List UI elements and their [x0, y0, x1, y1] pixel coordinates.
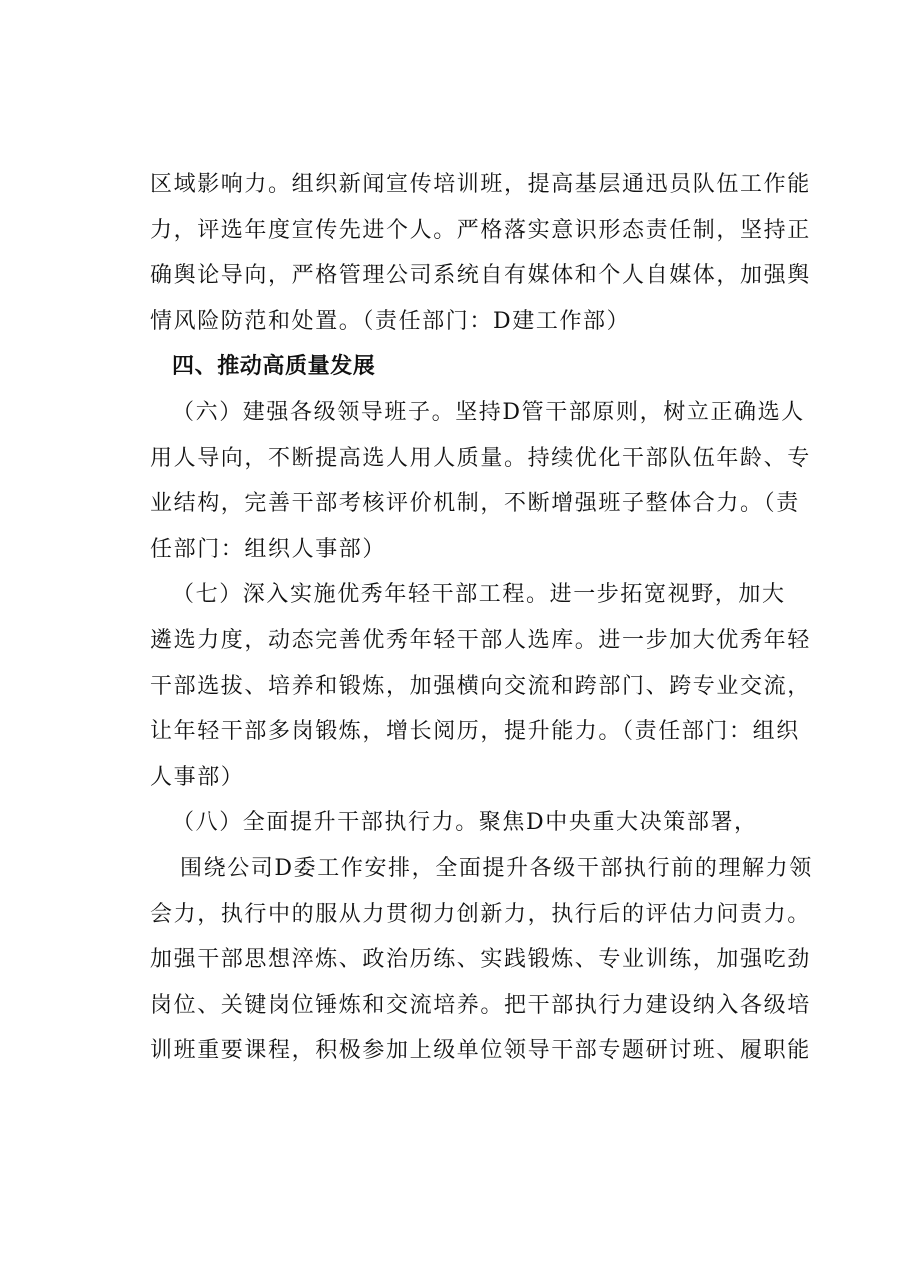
paragraph-line: 任部门：组织人事部）: [150, 536, 387, 562]
paragraph-line: 力，评选年度宣传先进个人。严格落实意识形态责任制，坚持正: [150, 217, 811, 243]
paragraph-line: 加强干部思想淬炼、政治历练、实践锻炼、专业训练，加强吃劲: [150, 947, 811, 973]
document-body: [150, 162, 830, 1074]
paragraph-line: 干部选拔、培养和锻炼，加强横向交流和跨部门、跨专业交流，: [150, 673, 811, 699]
paragraph-line: 让年轻干部多岗锻炼，增长阅历，提升能力。（责任部门：组织: [150, 719, 800, 745]
paragraph-line: 情风险防范和处置。（责任部门：D建工作部）: [150, 308, 631, 334]
paragraph-line: 训班重要课程，积极参加上级单位领导干部专题研讨班、履职能: [150, 1038, 811, 1064]
section-heading: 四、推动高质量发展: [172, 354, 376, 380]
paragraph-line: 遴选力度，动态完善优秀年轻干部人选库。进一步加大优秀年轻: [150, 627, 811, 653]
paragraph-line: 用人导向，不断提高选人用人质量。持续优化干部队伍年龄、专: [150, 445, 811, 471]
paragraph-line: 围绕公司D委工作安排，全面提升各级干部执行前的理解力领: [180, 855, 813, 881]
paragraph-line: 岗位、关键岗位锤炼和交流培养。把干部执行力建设纳入各级培: [150, 992, 811, 1018]
paragraph-line: 业结构，完善干部考核评价机制，不断增强班子整体合力。（责: [150, 491, 800, 517]
paragraph-line: 确舆论导向，严格管理公司系统自有媒体和个人自媒体，加强舆: [150, 263, 811, 289]
paragraph-first-line: （六）建强各级领导班子。坚持D管干部原则，树立正确选人: [172, 399, 805, 425]
paragraph-first-line: （八）全面提升干部执行力。聚焦D中央重大决策部署，: [172, 810, 758, 836]
paragraph-first-line: （七）深入实施优秀年轻干部工程。进一步拓宽视野，加大: [172, 582, 786, 608]
paragraph-line: 区域影响力。组织新闻宣传培训班，提高基层通迅员队伍工作能: [150, 172, 811, 197]
paragraph-line: 会力，执行中的服从力贯彻力创新力，执行后的评估力问责力。: [150, 901, 811, 927]
paragraph-line: 人事部）: [150, 764, 245, 790]
